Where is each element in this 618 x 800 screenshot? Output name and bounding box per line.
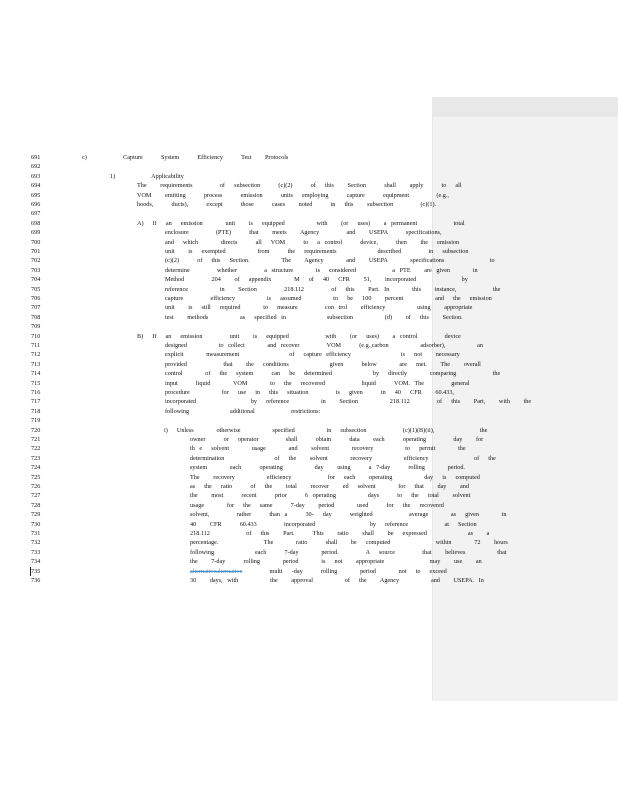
line-text[interactable]: 40 CFR 60.433 incorporated by reference at Section [190, 520, 477, 528]
line-number: 694 [31, 182, 41, 190]
line-text[interactable]: 1) Applicability [110, 172, 184, 180]
line-text[interactable]: system each operating day using a 7-day rolling period. [190, 464, 465, 472]
line-number: 723 [31, 454, 41, 462]
line-text[interactable]: th e solvent usage and solvent recovery to permit the [190, 445, 466, 453]
line-text[interactable]: control of the system can be determined by directly comparing the [165, 370, 501, 378]
line-number: 704 [31, 276, 41, 284]
line-number: 713 [31, 360, 41, 368]
line-number: 725 [31, 473, 41, 481]
line-number: 699 [31, 229, 41, 237]
line-number: 700 [31, 238, 41, 246]
line-number: 701 [31, 248, 41, 255]
line-number: 735 [30, 567, 51, 576]
line-text[interactable]: and which directs all VOM to a control device, then the emission [165, 238, 460, 246]
line-text[interactable]: Method 204 of appendix M of 40 CFR 51, incorporated by [165, 276, 468, 284]
line-text[interactable]: test methods as specified in subsection (d) of this Section. [165, 313, 463, 321]
line-number: 719 [31, 417, 41, 425]
line-text[interactable]: unit is exempted from the requirements described in subsection [165, 248, 469, 255]
line-text[interactable]: as the ratio of the total recover ed solvent for that day and [190, 483, 469, 490]
line-text[interactable]: usage for the same 7-day period used for the recovered [190, 501, 444, 509]
line-number: 726 [31, 483, 41, 490]
line-number: 715 [31, 379, 41, 387]
line-number: 693 [31, 172, 41, 180]
line-text[interactable]: hoods, ducts), except those cases noted in this subsection (c)(1). [137, 201, 437, 208]
line-text[interactable]: following each 7-day period. A source that believes that [190, 548, 507, 556]
line-number: 718 [31, 407, 41, 415]
line-number: 709 [31, 323, 41, 331]
line-number: 734 [31, 558, 41, 566]
line-number: 711 [31, 342, 41, 349]
line-text[interactable]: reference in Section 218.112 of this Part. In this instance, the [165, 285, 501, 293]
line-number: 698 [31, 219, 41, 227]
line-text[interactable]: percentage. The ratio shall be computed within 72 hours [190, 539, 508, 547]
line-text[interactable]: determine whether a structure is considered a PTE are given in [165, 266, 478, 274]
line-number: 703 [31, 266, 41, 274]
line-text[interactable]: procedure for use in this situation is given in 40 CFR 60.433, [165, 389, 454, 396]
line-number: 724 [31, 464, 41, 472]
line-text[interactable]: the 7-day rolling period is not appropriate may use an [190, 558, 482, 566]
line-number: 728 [31, 501, 41, 509]
line-number: 736 [31, 577, 41, 584]
line-number: 706 [31, 295, 41, 302]
line-text[interactable]: i) Unless otherwise specified in subsection (c)(1)(B)(ii), the [164, 426, 488, 434]
line-number: 717 [31, 398, 41, 406]
line-number: 696 [31, 201, 41, 208]
line-text[interactable]: determination of the solvent recovery efficiency of the [190, 454, 496, 462]
line-number: 732 [31, 539, 41, 547]
line-number: 705 [31, 285, 41, 293]
line-number: 729 [31, 511, 41, 519]
line-text[interactable]: following additional restrictions: [165, 407, 321, 415]
line-text[interactable]: B) If an emission unit is equipped with (or uses) a control device [137, 332, 461, 340]
line-text[interactable]: unit is still required to measure con trol efficiency using appropriate [165, 304, 473, 312]
line-text[interactable]: A) If an emission unit is equipped with (or uses) a permanent total [137, 219, 465, 227]
line-text[interactable]: VOM emitting process emission units employing capture equipment (e.g., [137, 191, 449, 199]
line-number: 727 [31, 492, 41, 500]
line-number: 697 [31, 210, 41, 218]
line-text[interactable]: solvent, rather than a 30- day weighted average as given in [190, 511, 507, 519]
line-text[interactable]: provided that the conditions given below are met. The overall [165, 360, 481, 368]
line-number: 716 [31, 389, 41, 396]
line-text[interactable]: 30 days, with the approval of the Agency and USEPA. In [190, 577, 484, 584]
line-text[interactable]: c) Capture System Efficiency Test Protocols [82, 154, 289, 161]
comment-pane-header [432, 97, 618, 117]
line-number: 720 [31, 426, 41, 434]
line-text[interactable]: (c)(2) of this Section. The Agency and USEPA specifications to [165, 257, 495, 265]
line-number: 722 [31, 445, 41, 453]
line-number: 730 [31, 520, 41, 528]
line-number: 708 [31, 313, 41, 321]
line-number: 721 [31, 436, 41, 443]
line-number: 692 [31, 163, 41, 171]
line-text[interactable]: 218.112 of this Part. This ratio shall be expressed as a [190, 530, 490, 537]
line-number: 707 [31, 304, 41, 312]
line-text[interactable]: explicit measurement of capture efficiency is not necessary [165, 351, 460, 359]
line-number: 731 [31, 530, 41, 537]
line-text[interactable]: owner or operator shall obtain data each operating day for [190, 436, 484, 443]
line-text[interactable]: capture efficiency is assumed to be 100 percent and the emission [165, 295, 492, 302]
line-text[interactable]: alternativealternative multi -day rolling period not to exceed [190, 567, 447, 575]
line-text[interactable]: input liquid VOM to the recovered liquid VOM. The general [165, 379, 470, 387]
line-number: 695 [31, 191, 41, 199]
line-text[interactable]: designed to collect and recover VOM (e.g.,carbon adsorber), an [165, 342, 484, 349]
tracked-deletion: alternativealternative [190, 567, 243, 575]
line-number: 702 [31, 257, 41, 265]
line-number: 733 [31, 548, 41, 556]
line-text[interactable]: The requirements of subsection (c)(2) of this Section shall apply to all [137, 182, 462, 190]
line-text[interactable]: the most recent prior 6 operating days to the total solvent [190, 492, 471, 500]
line-text[interactable]: incorporated by reference in Section 218.112 of this Part, with the [165, 398, 532, 406]
line-number: 712 [31, 351, 41, 359]
line-text[interactable]: The recovery efficiency for each operating day is computed [190, 473, 480, 481]
line-text[interactable]: enclosure (PTE) that meets Agency and USEPA specifications, [165, 229, 442, 237]
line-number: 714 [31, 370, 41, 378]
line-number: 710 [31, 332, 41, 340]
line-number: 691 [31, 154, 41, 161]
